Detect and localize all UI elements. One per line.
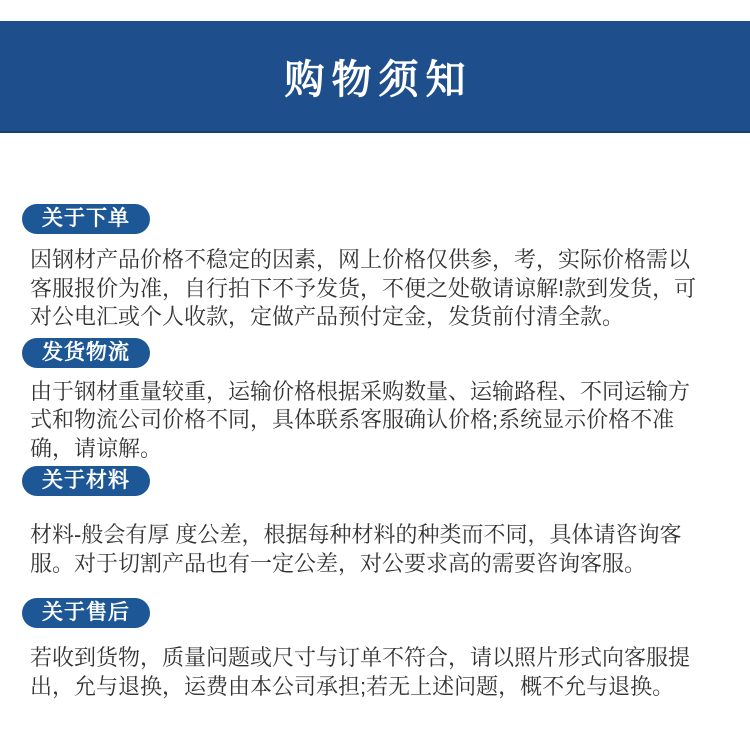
section-badge-aftersales xyxy=(22,598,150,628)
section-paragraph-ordering: 因钢材产品价格不稳定的因素，网上价格仅供参，考，实际价格需以客服报价为准，自行拍下不予发货，不便之处敬请谅解!款到发货，可对公电汇或个人收款，定做产品预付定金，发货前付清全款。 xyxy=(30,247,697,329)
section-shipping xyxy=(22,338,722,464)
section-paragraph-aftersales: 若收到货物，质量问题或尺寸与订单不符合，请以照片形式向客服提出，允与退换，运费由本公司承担;若无上述问题，概不允与退换。 xyxy=(30,645,691,699)
section-aftersales xyxy=(22,598,722,701)
section-paragraph-materials: 材料-般会有厚 度公差，根据每种材料的种类而不同，具体请咨询客服。对于切割产品也有一定公差，对公要求高的需要咨询客服。 xyxy=(30,522,682,576)
section-badge-label: 关于材料 xyxy=(42,469,130,492)
page-title: 购物须知 xyxy=(284,57,473,102)
section-badge-materials xyxy=(22,466,150,496)
section-paragraph-shipping: 由于钢材重量较重，运输价格根据采购数量、运输路程、不同运输方式和物流公司价格不同，具体联系客服确认价格;系统显示价格不准确，请谅解。 xyxy=(30,378,691,461)
section-materials xyxy=(22,466,722,578)
section-badge-shipping xyxy=(22,338,150,368)
notice-content xyxy=(0,204,750,701)
section-badge-label: 发货物流 xyxy=(42,340,130,364)
section-ordering xyxy=(22,204,722,332)
section-badge-ordering xyxy=(22,204,150,234)
section-badge-label: 关于下单 xyxy=(42,207,130,230)
section-badge-label: 关于售后 xyxy=(42,601,130,624)
notice-header-banner xyxy=(0,21,750,133)
